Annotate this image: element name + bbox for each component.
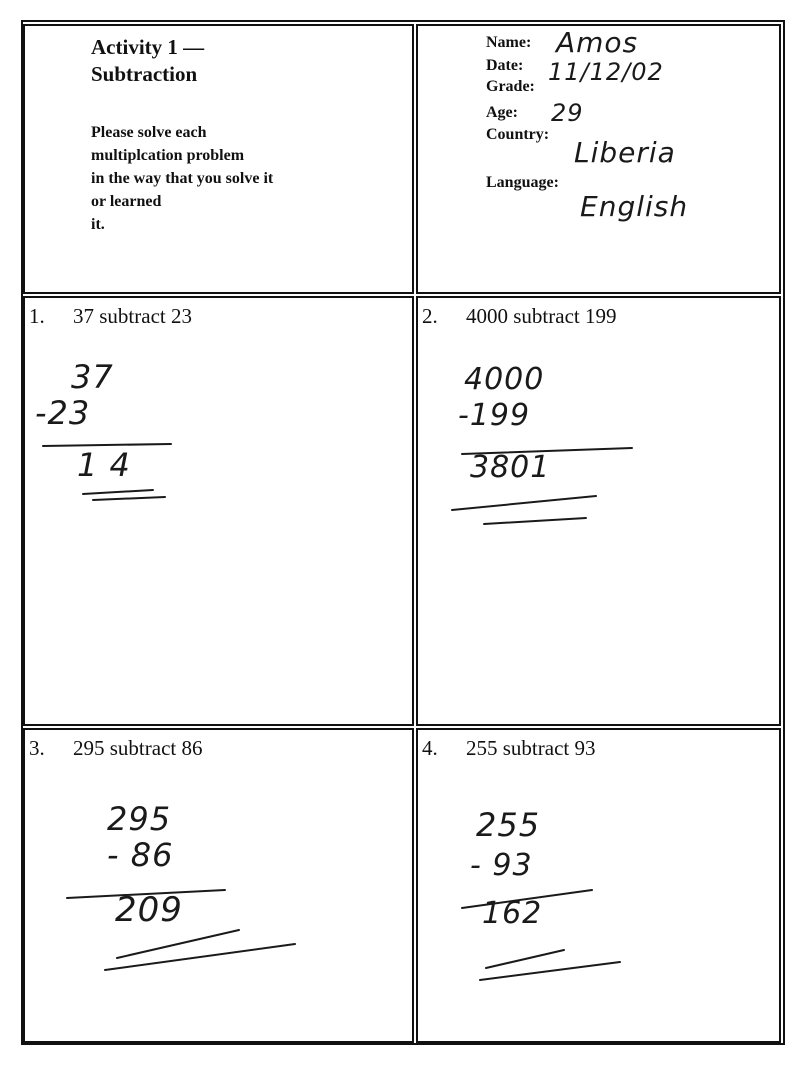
problem-cell-1 — [23, 296, 414, 726]
work-subtrahend: - 93 — [470, 848, 533, 883]
problem-text: 255 subtract 93 — [466, 736, 596, 760]
work-minuend: 255 — [476, 806, 541, 844]
problem-cell-2 — [416, 296, 781, 726]
title-line-1: Activity 1 — — [91, 35, 205, 59]
problem-number: 2. — [422, 304, 438, 328]
instruction-line: in the way that you solve it — [91, 170, 274, 187]
age-label: Age: — [486, 104, 518, 121]
instruction-line: Please solve each — [91, 124, 207, 141]
work-answer: 162 — [482, 896, 543, 931]
work-answer: 3801 — [470, 450, 551, 485]
work-lines — [418, 730, 783, 1045]
student-info-cell — [416, 24, 781, 294]
instruction-line: or learned — [91, 193, 162, 210]
instructions — [91, 121, 273, 236]
date-value: 11/12/02 — [548, 58, 664, 86]
work-answer: 1 4 — [77, 446, 131, 484]
grade-label: Grade: — [486, 78, 535, 95]
work-subtrahend: -199 — [458, 398, 531, 433]
language-label: Language: — [486, 174, 559, 191]
date-label: Date: — [486, 57, 524, 74]
problem-cell-4 — [416, 728, 781, 1043]
problem-text: 37 subtract 23 — [73, 304, 192, 328]
activity-title — [91, 34, 204, 88]
work-subtrahend: - 86 — [107, 836, 174, 874]
instruction-line: multiplcation problem — [91, 147, 245, 164]
name-label: Name: — [486, 34, 532, 51]
problem-text: 295 subtract 86 — [73, 736, 203, 760]
language-value: English — [580, 190, 689, 223]
activity-header-cell — [23, 24, 414, 294]
work-lines — [418, 298, 783, 728]
work-lines — [25, 730, 416, 1045]
instruction-line: it. — [91, 216, 105, 233]
problem-number: 1. — [29, 304, 45, 328]
country-label: Country: — [486, 126, 550, 143]
name-value: Amos — [556, 26, 639, 59]
work-answer: 209 — [115, 890, 183, 930]
problem-cell-3 — [23, 728, 414, 1043]
work-subtrahend: -23 — [35, 394, 91, 432]
worksheet — [21, 20, 785, 1045]
problem-number: 4. — [422, 736, 438, 760]
work-minuend: 295 — [107, 800, 172, 838]
country-value: Liberia — [574, 136, 676, 169]
work-minuend: 37 — [71, 358, 114, 396]
problem-number: 3. — [29, 736, 45, 760]
problem-text: 4000 subtract 199 — [466, 304, 617, 328]
work-minuend: 4000 — [464, 362, 545, 397]
work-lines — [25, 298, 416, 728]
age-value: 29 — [551, 99, 584, 127]
title-line-2: Subtraction — [91, 62, 198, 86]
